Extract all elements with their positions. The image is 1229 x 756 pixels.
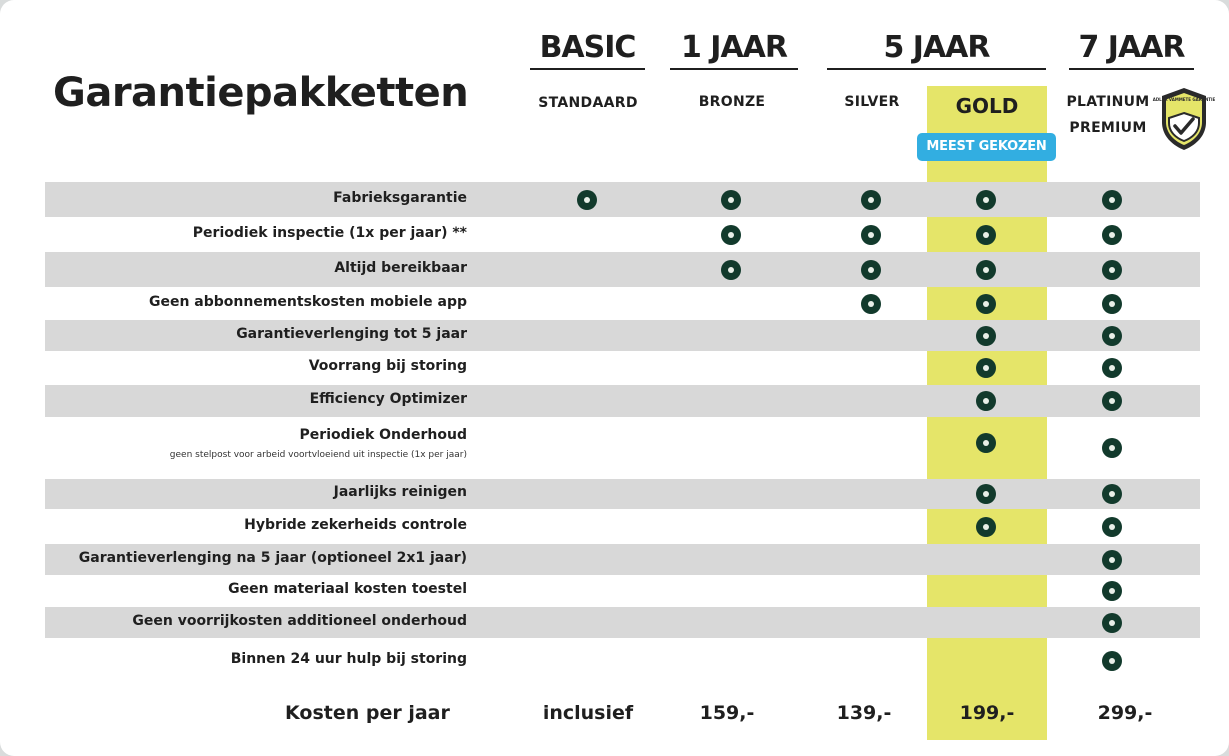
- feature-label: Geen materiaal kosten toestel: [228, 581, 467, 597]
- feature-label: Efficiency Optimizer: [309, 391, 467, 407]
- tier-silver: SILVER: [844, 94, 900, 110]
- table-row: [0, 479, 1229, 509]
- table-row: [0, 252, 1229, 287]
- feature-label: Periodiek Onderhoud: [299, 427, 467, 443]
- check-icon-platinum: [1102, 190, 1122, 210]
- page-title: Garantiepakketten: [53, 70, 469, 116]
- table-row: [0, 417, 1229, 479]
- tier-premium: PREMIUM: [1069, 120, 1147, 136]
- feature-label: Fabrieksgarantie: [333, 189, 467, 206]
- price-basic: inclusief: [542, 702, 634, 724]
- check-icon-gold: [976, 225, 996, 245]
- feature-label: Geen abbonnementskosten mobiele app: [148, 293, 467, 310]
- table-row: [0, 217, 1229, 252]
- check-icon-bronze: [721, 225, 741, 245]
- check-icon-platinum: [1102, 260, 1122, 280]
- table-row: [0, 182, 1229, 217]
- feature-label: Garantieverlenging tot 5 jaar: [236, 325, 467, 342]
- feature-label: Voorrang bij storing: [308, 358, 467, 374]
- tier-bronze: BRONZE: [698, 94, 766, 110]
- header-7-jaar: 7 JAAR: [1069, 28, 1194, 70]
- table-row: [0, 385, 1229, 417]
- header-5-jaar: 5 JAAR: [827, 28, 1046, 70]
- check-icon-silver: [861, 294, 881, 314]
- check-icon-bronze: [721, 260, 741, 280]
- check-icon-silver: [861, 225, 881, 245]
- table-row: [0, 638, 1229, 684]
- table-row: [0, 607, 1229, 638]
- check-icon-platinum: [1102, 391, 1122, 411]
- table-row: [0, 351, 1229, 385]
- check-icon-gold: [976, 190, 996, 210]
- row-stripe: [45, 320, 1200, 351]
- table-row: [0, 575, 1229, 607]
- check-icon-platinum: [1102, 358, 1122, 378]
- check-icon-platinum: [1102, 438, 1122, 458]
- price-bronze: 159,-: [699, 702, 755, 724]
- table-row: [0, 509, 1229, 544]
- row-stripe: [45, 479, 1200, 509]
- tier-platinum: PLATINUM: [1066, 94, 1150, 110]
- check-icon-platinum: [1102, 613, 1122, 633]
- row-stripe: [45, 385, 1200, 417]
- row-stripe: [45, 182, 1200, 217]
- price-gold: 199,-: [959, 702, 1015, 724]
- check-icon-platinum: [1102, 581, 1122, 601]
- feature-label: Geen voorrijkosten additioneel onderhoud: [132, 612, 467, 629]
- feature-label: Jaarlijks reinigen: [333, 484, 467, 500]
- feature-label: Binnen 24 uur hulp bij storing: [230, 651, 467, 667]
- check-icon-gold: [976, 326, 996, 346]
- table-row: [0, 287, 1229, 320]
- feature-label: Hybride zekerheids controle: [244, 516, 467, 533]
- check-icon-gold: [976, 294, 996, 314]
- shield-text: ADLER VAMMETE GARANTIE: [1152, 97, 1216, 102]
- tier-gold: GOLD: [955, 94, 1019, 118]
- check-icon-platinum: [1102, 651, 1122, 671]
- check-icon-platinum: [1102, 484, 1122, 504]
- check-icon-gold: [976, 484, 996, 504]
- check-icon-platinum: [1102, 225, 1122, 245]
- check-icon-platinum: [1102, 294, 1122, 314]
- check-icon-gold: [976, 260, 996, 280]
- check-icon-platinum: [1102, 517, 1122, 537]
- feature-label: Periodiek inspectie (1x per jaar) **: [192, 224, 467, 241]
- check-icon-silver: [861, 260, 881, 280]
- check-icon-gold: [976, 517, 996, 537]
- check-icon-platinum: [1102, 550, 1122, 570]
- check-icon-basic: [577, 190, 597, 210]
- price-platinum: 299,-: [1097, 702, 1153, 724]
- meest-gekozen-badge: MEEST GEKOZEN: [917, 133, 1056, 161]
- check-icon-gold: [976, 391, 996, 411]
- check-icon-bronze: [721, 190, 741, 210]
- tier-standaard: STANDAARD: [538, 95, 638, 111]
- guarantee-shield-icon: [1152, 86, 1216, 152]
- check-icon-gold: [976, 433, 996, 453]
- check-icon-gold: [976, 358, 996, 378]
- feature-sublabel: geen stelpost voor arbeid voortvloeiend uit inspectie (1x per jaar): [169, 450, 467, 460]
- table-row: [0, 320, 1229, 351]
- check-icon-silver: [861, 190, 881, 210]
- feature-label: Garantieverlenging na 5 jaar (optioneel 2x1 jaar): [78, 549, 467, 566]
- feature-label: Altijd bereikbaar: [334, 259, 467, 276]
- check-icon-platinum: [1102, 326, 1122, 346]
- row-stripe: [45, 252, 1200, 287]
- price-silver: 139,-: [836, 702, 892, 724]
- table-row: [0, 544, 1229, 575]
- cost-label: Kosten per jaar: [285, 702, 450, 724]
- header-1-jaar: 1 JAAR: [670, 28, 798, 70]
- header-basic: BASIC: [530, 28, 645, 70]
